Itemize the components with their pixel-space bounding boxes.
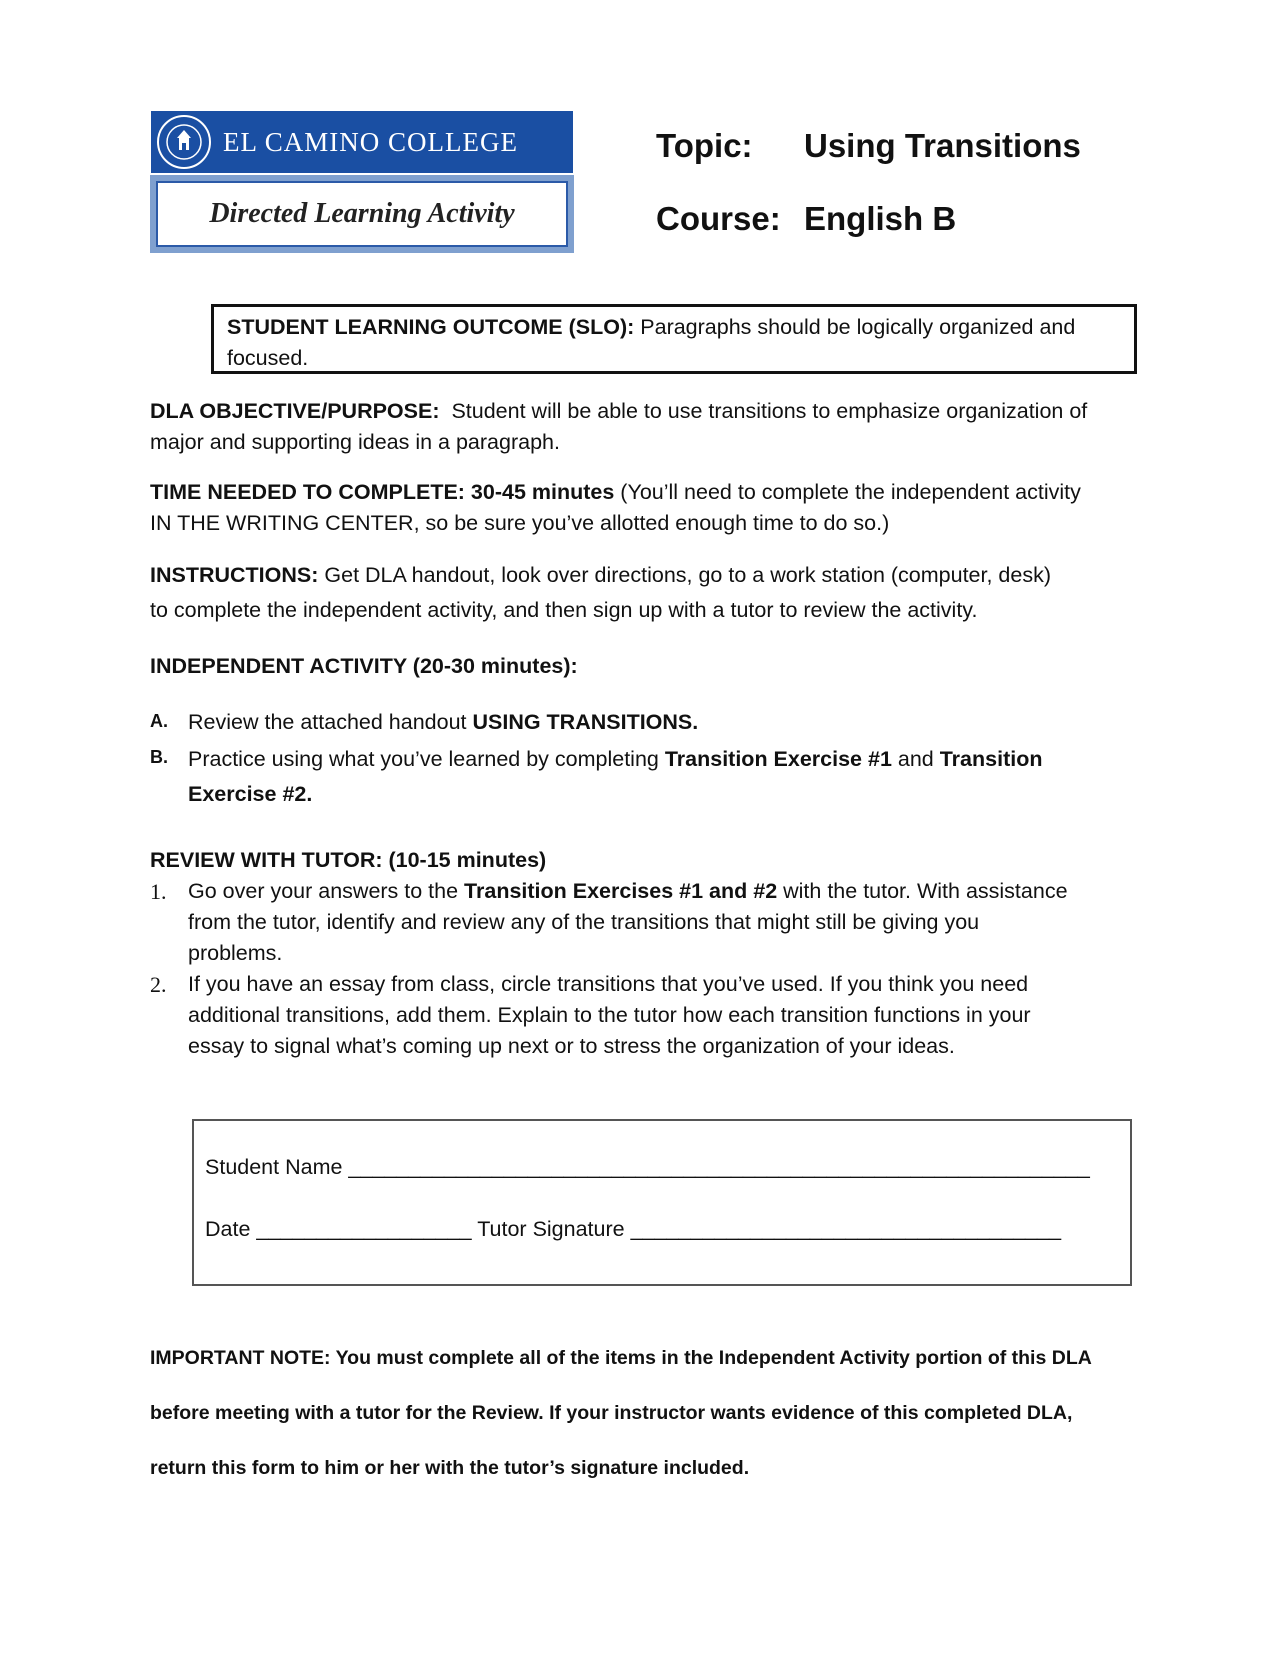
tutor-signature-field[interactable]: ____________________________________: [630, 1217, 1062, 1241]
review-item-1-label: 1.: [150, 879, 167, 904]
instructions-text-2: to complete the independent activity, and then sign up with a tutor to review the activity.: [150, 598, 978, 622]
time-needed-text-1: (You’ll need to complete the independent activity: [614, 480, 1081, 504]
objective-text-2: major and supporting ideas in a paragraph.: [150, 430, 560, 454]
review-item-1-line-2: from the tutor, identify and review any of the transitions that might still be giving you: [188, 910, 980, 934]
course-value: English B: [804, 200, 957, 237]
instructions-text-1: Get DLA handout, look over directions, go to a work station (computer, desk): [318, 563, 1051, 587]
instructions-section: [150, 558, 1160, 628]
item-a-bold: USING TRANSITIONS.: [472, 710, 699, 734]
review-item-1-bold: Transition Exercises #1 and #2: [464, 879, 778, 903]
topic-value: Using Transitions: [804, 127, 1081, 164]
objective-label: DLA OBJECTIVE/PURPOSE:: [150, 399, 440, 423]
review-item-1-text-1: Go over your answers to the: [188, 879, 465, 903]
item-b-text-2: and: [891, 747, 940, 771]
time-needed-section: [150, 477, 1150, 539]
important-note-line-1: IMPORTANT NOTE: You must complete all of the items in the Independent Activity portion of this DLA: [150, 1347, 1092, 1369]
item-a-text: Review the attached handout: [188, 710, 473, 734]
student-name-field[interactable]: ______________________________________________________________: [348, 1155, 1090, 1179]
college-logo-banner: [151, 111, 573, 173]
slo-box: [211, 304, 1137, 374]
date-label: Date: [205, 1217, 257, 1241]
item-a-label: A.: [150, 711, 168, 731]
important-note-line-2: before meeting with a tutor for the Review. If your instructor wants evidence of this completed DLA,: [150, 1402, 1073, 1424]
item-b: [188, 742, 1042, 812]
signature-box: [192, 1119, 1132, 1286]
activity-title: Directed Learning Activity: [209, 198, 515, 229]
review-item-1-line-3: problems.: [188, 941, 283, 965]
important-note-line-3: return this form to him or her with the tutor’s signature included.: [150, 1457, 750, 1479]
course-label: Course:: [656, 200, 781, 237]
item-b-text-1: Practice using what you’ve learned by completing: [188, 747, 665, 771]
review-item-2: [188, 969, 1148, 1062]
activity-title-frame: [150, 175, 574, 253]
slo-text-1: Paragraphs should be logically organized and: [634, 315, 1076, 339]
item-b-bold-2: Transition: [939, 747, 1043, 771]
independent-activity-heading: INDEPENDENT ACTIVITY (20-30 minutes):: [150, 654, 578, 678]
review-item-2-label: 2.: [150, 972, 167, 997]
date-tutor-row: [205, 1217, 1061, 1242]
review-item-2-line-3: essay to signal what’s coming up next or to stress the organization of your ideas.: [188, 1034, 955, 1058]
slo-label: STUDENT LEARNING OUTCOME (SLO):: [227, 315, 635, 339]
student-name-label: Student Name: [205, 1155, 349, 1179]
review-item-2-line-2: additional transitions, add them. Explain to the tutor how each transition functions in your: [188, 1003, 1031, 1027]
student-name-row: [205, 1155, 1090, 1180]
item-b-label: B.: [150, 747, 168, 767]
college-name: EL CAMINO COLLEGE: [223, 126, 518, 157]
item-a: [188, 707, 698, 738]
time-needed-text-2: IN THE WRITING CENTER, so be sure you’ve allotted enough time to do so.): [150, 511, 890, 535]
instructions-label: INSTRUCTIONS:: [150, 563, 319, 587]
date-field[interactable]: __________________: [256, 1217, 472, 1241]
slo-line-1: [227, 312, 1121, 343]
item-b-bold-1: Transition Exercise #1: [664, 747, 892, 771]
objective-section: [150, 396, 1150, 458]
time-needed-label: TIME NEEDED TO COMPLETE: 30-45 minutes: [150, 480, 615, 504]
slo-text-2: focused.: [227, 346, 309, 370]
review-item-1: [188, 876, 1148, 969]
tutor-signature-label: Tutor Signature: [471, 1217, 631, 1241]
review-item-1-text-2: with the tutor. With assistance: [777, 879, 1068, 903]
topic-label: Topic:: [656, 127, 753, 164]
item-b-bold-3: Exercise #2.: [188, 782, 313, 806]
college-seal-icon: [157, 115, 211, 169]
review-heading: REVIEW WITH TUTOR: (10-15 minutes): [150, 848, 547, 872]
review-item-2-line-1: If you have an essay from class, circle transitions that you’ve used. If you think you need: [188, 972, 1029, 996]
objective-text-1: Student will be able to use transitions to emphasize organization of: [439, 399, 1088, 423]
activity-title-box: [156, 181, 568, 247]
